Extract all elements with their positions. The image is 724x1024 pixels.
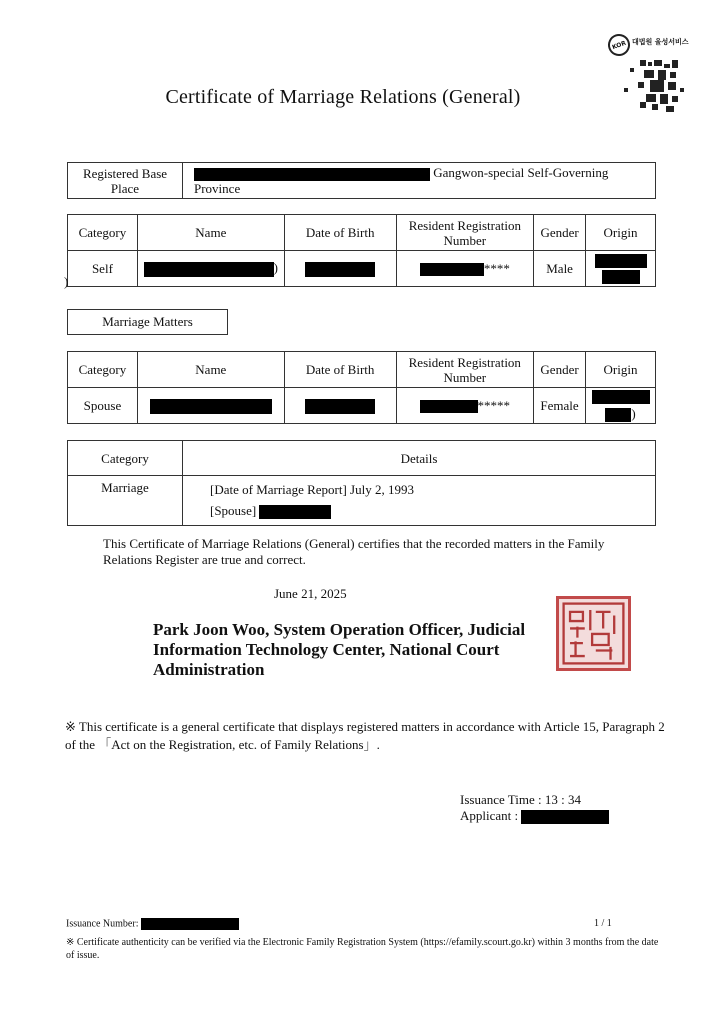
details-header-row <box>68 441 656 476</box>
header-category: Category <box>68 215 138 251</box>
self-row <box>68 251 656 287</box>
self-header-row <box>68 215 656 251</box>
registered-base-table <box>67 162 656 199</box>
spouse-dob <box>284 388 396 424</box>
details-content <box>183 476 656 526</box>
kor-logo-icon: KOR <box>605 31 633 59</box>
header-gender: Gender <box>534 352 586 388</box>
redaction <box>144 262 274 277</box>
redaction <box>420 263 484 276</box>
header-dob: Date of Birth <box>284 215 396 251</box>
redaction <box>305 262 375 277</box>
spouse-category: Spouse <box>68 388 138 424</box>
details-header-category: Category <box>68 441 183 476</box>
self-name <box>137 251 284 287</box>
certification-statement: This Certificate of Marriage Relations (General) certifies that the recorded matters in the Family Relations Register are true and correct. <box>103 536 605 567</box>
self-rrn <box>396 251 534 287</box>
redaction <box>150 399 272 414</box>
redaction <box>420 400 478 413</box>
qr-code-icon <box>620 58 686 114</box>
redaction <box>194 168 430 181</box>
issuance-number-label: Issuance Number: <box>66 918 139 930</box>
header-category: Category <box>68 352 138 388</box>
marriage-report-date: [Date of Marriage Report] July 2, 1993 <box>210 482 414 497</box>
redaction <box>141 918 239 930</box>
redaction <box>521 810 609 824</box>
base-place-line2: Province <box>194 180 241 196</box>
redaction <box>305 399 375 414</box>
marriage-matters-label: Marriage Matters <box>67 309 228 335</box>
verification-note: ※ Certificate authenticity can be verified via the Electronic Family Registration System (https://efamily.scourt.go.kr) within 3 months from the date of issue. <box>66 937 659 961</box>
header-name: Name <box>137 215 284 251</box>
header-rrn: Resident Registration Number <box>396 215 534 251</box>
self-origin <box>586 251 656 287</box>
redaction <box>595 254 647 268</box>
issuing-officer: Park Joon Woo, System Operation Officer, Judicial Information Technology Center, National Court Administration <box>153 620 526 679</box>
spouse-gender: Female <box>534 388 586 424</box>
self-gender: Male <box>534 251 586 287</box>
self-name-trail: ) <box>273 260 278 276</box>
redaction <box>592 390 650 404</box>
spouse-table <box>67 351 656 424</box>
issuance-time: Issuance Time : 13 : 34 <box>460 792 581 807</box>
spouse-origin-trail: ) <box>631 405 636 421</box>
issuance-info <box>460 792 609 824</box>
redaction <box>605 408 631 422</box>
spouse-origin <box>586 388 656 424</box>
spouse-rrn <box>396 388 534 424</box>
issue-date: June 21, 2025 <box>274 586 347 601</box>
details-row <box>68 476 656 526</box>
self-table <box>67 214 656 287</box>
spouse-row <box>68 388 656 424</box>
spouse-label: [Spouse] <box>210 503 257 518</box>
redaction <box>259 505 331 519</box>
self-dob <box>284 251 396 287</box>
header-dob: Date of Birth <box>284 352 396 388</box>
official-seal-icon <box>556 596 631 671</box>
general-certificate-note: ※ This certificate is a general certificate that displays registered matters in accordance with Article 15, Paragraph 2 of the 「Act on the Registration, etc. of Family Relations」. <box>65 719 665 752</box>
header-gender: Gender <box>534 215 586 251</box>
applicant-label: Applicant : <box>460 808 519 823</box>
header-rrn: Resident Registration Number <box>396 352 534 388</box>
document-title: Certificate of Marriage Relations (General) <box>165 86 521 108</box>
base-place-value <box>183 163 656 199</box>
spouse-name <box>137 388 284 424</box>
spouse-rrn-suffix: ***** <box>477 397 511 413</box>
stray-bracket: ) <box>64 274 69 289</box>
stamp-label: 대법원 울성서비스 <box>632 38 689 46</box>
self-rrn-suffix: **** <box>483 260 510 276</box>
details-category: Marriage <box>68 476 183 526</box>
base-place-label: Registered Base Place <box>68 163 183 199</box>
redaction <box>602 270 640 284</box>
page-indicator: 1 / 1 <box>594 918 612 929</box>
base-place-line1: Gangwon-special Self-Governing <box>433 165 609 181</box>
header-origin: Origin <box>586 352 656 388</box>
verification-stamp <box>606 34 689 114</box>
spouse-header-row <box>68 352 656 388</box>
header-origin: Origin <box>586 215 656 251</box>
header-name: Name <box>137 352 284 388</box>
issuance-number <box>66 918 239 930</box>
details-header-details: Details <box>183 441 656 476</box>
details-table <box>67 440 656 526</box>
self-category: Self <box>68 251 138 287</box>
